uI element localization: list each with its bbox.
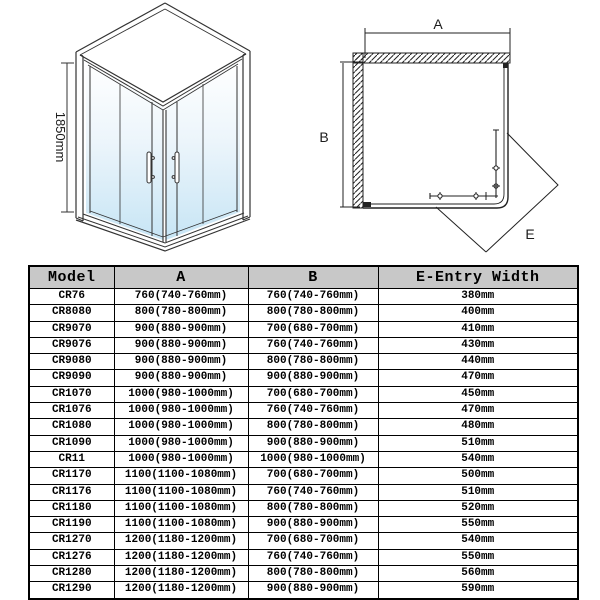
dim-a-cell: 760(740-760mm)	[114, 289, 248, 305]
dim-a-cell: 1100(1100-1080mm)	[114, 500, 248, 516]
roller-icons	[438, 166, 500, 200]
model-cell: CR1170	[29, 468, 114, 484]
entry-width-cell: 510mm	[378, 484, 578, 500]
table-row	[29, 435, 578, 451]
entry-width-cell: 550mm	[378, 549, 578, 565]
dim-e-label: E	[525, 226, 535, 242]
model-cell: CR1076	[29, 403, 114, 419]
dim-b-cell: 800(780-800mm)	[248, 354, 378, 370]
dim-b-cell: 900(880-900mm)	[248, 517, 378, 533]
dim-b-cell: 760(740-760mm)	[248, 289, 378, 305]
entry-width-cell: 550mm	[378, 517, 578, 533]
model-cell: CR1190	[29, 517, 114, 533]
dim-b-cell: 900(880-900mm)	[248, 582, 378, 599]
dim-b-cell: 800(780-800mm)	[248, 419, 378, 435]
wall-hatching	[353, 53, 510, 208]
dim-a-cell: 1000(980-1000mm)	[114, 386, 248, 402]
table-row	[29, 468, 578, 484]
table-row	[29, 533, 578, 549]
dim-a-cell: 1100(1100-1080mm)	[114, 484, 248, 500]
entry-width-cell: 590mm	[378, 582, 578, 599]
dim-b-cell: 700(680-700mm)	[248, 321, 378, 337]
dim-b-cell: 760(740-760mm)	[248, 403, 378, 419]
entry-width-cell: 510mm	[378, 435, 578, 451]
model-cell: CR1080	[29, 419, 114, 435]
front-view-diagram	[0, 0, 300, 260]
table-row	[29, 403, 578, 419]
header-a: A	[114, 266, 248, 289]
model-cell: CR9080	[29, 354, 114, 370]
table-row	[29, 566, 578, 582]
dim-a-cell: 1000(980-1000mm)	[114, 403, 248, 419]
dim-b-cell: 700(680-700mm)	[248, 533, 378, 549]
model-cell: CR9090	[29, 370, 114, 386]
model-cell: CR9076	[29, 337, 114, 353]
table-row	[29, 321, 578, 337]
entry-width-cell: 470mm	[378, 403, 578, 419]
model-cell: CR1176	[29, 484, 114, 500]
dim-a-cell: 900(880-900mm)	[114, 337, 248, 353]
table-row	[29, 582, 578, 599]
header-model: Model	[29, 266, 114, 289]
dim-a-cell: 1100(1100-1080mm)	[114, 517, 248, 533]
dim-a-label: A	[433, 16, 443, 32]
entry-width-cell: 500mm	[378, 468, 578, 484]
table-row	[29, 289, 578, 305]
dim-a-cell: 900(880-900mm)	[114, 354, 248, 370]
table-row	[29, 354, 578, 370]
dim-a-cell: 1200(1180-1200mm)	[114, 566, 248, 582]
spec-table-header	[29, 266, 578, 289]
entry-width-cell: 380mm	[378, 289, 578, 305]
header-e-entry-width: E-Entry Width	[378, 266, 578, 289]
table-row	[29, 305, 578, 321]
table-row	[29, 549, 578, 565]
dim-a-cell: 1200(1180-1200mm)	[114, 533, 248, 549]
dim-a-cell: 1200(1180-1200mm)	[114, 549, 248, 565]
header-b: B	[248, 266, 378, 289]
dim-a-cell: 1000(980-1000mm)	[114, 451, 248, 467]
model-cell: CR1270	[29, 533, 114, 549]
entry-width-cell: 430mm	[378, 337, 578, 353]
entry-width-cell: 480mm	[378, 419, 578, 435]
dim-b-cell: 700(680-700mm)	[248, 468, 378, 484]
dim-b-cell: 900(880-900mm)	[248, 370, 378, 386]
model-cell: CR1070	[29, 386, 114, 402]
plan-view-diagram	[300, 0, 600, 260]
model-cell: CR1290	[29, 582, 114, 599]
height-dimension-label: 1850mm	[53, 111, 68, 163]
model-cell: CR76	[29, 289, 114, 305]
model-cell: CR1180	[29, 500, 114, 516]
entry-width-cell: 400mm	[378, 305, 578, 321]
dim-a-cell: 1000(980-1000mm)	[114, 435, 248, 451]
height-dimension	[53, 63, 74, 212]
dim-b-cell: 800(780-800mm)	[248, 566, 378, 582]
dim-b-cell: 760(740-760mm)	[248, 484, 378, 500]
spec-table	[28, 265, 579, 600]
model-cell: CR8080	[29, 305, 114, 321]
door-frame	[363, 63, 508, 208]
dim-a-cell: 800(780-800mm)	[114, 305, 248, 321]
entry-width-cell: 540mm	[378, 533, 578, 549]
table-row	[29, 337, 578, 353]
entry-width-cell: 440mm	[378, 354, 578, 370]
dim-a-cell: 900(880-900mm)	[114, 321, 248, 337]
dim-b-cell: 760(740-760mm)	[248, 337, 378, 353]
entry-width-cell: 450mm	[378, 386, 578, 402]
dim-b-cell: 800(780-800mm)	[248, 305, 378, 321]
dim-b-label: B	[319, 129, 329, 145]
entry-width-cell: 410mm	[378, 321, 578, 337]
dim-a-cell: 1000(980-1000mm)	[114, 419, 248, 435]
model-cell: CR11	[29, 451, 114, 467]
dim-b-cell: 760(740-760mm)	[248, 549, 378, 565]
entry-width-cell: 470mm	[378, 370, 578, 386]
dim-b-cell: 700(680-700mm)	[248, 386, 378, 402]
model-cell: CR1280	[29, 566, 114, 582]
spec-table-body	[29, 289, 578, 599]
table-row	[29, 386, 578, 402]
table-row	[29, 370, 578, 386]
table-row	[29, 517, 578, 533]
entry-width-cell: 540mm	[378, 451, 578, 467]
table-row	[29, 451, 578, 467]
dim-e	[436, 133, 558, 252]
dim-b-cell: 900(880-900mm)	[248, 435, 378, 451]
dim-a-cell: 1200(1180-1200mm)	[114, 582, 248, 599]
model-cell: CR1276	[29, 549, 114, 565]
table-row	[29, 500, 578, 516]
model-cell: CR1090	[29, 435, 114, 451]
dim-a-cell: 1100(1100-1080mm)	[114, 468, 248, 484]
entry-width-cell: 560mm	[378, 566, 578, 582]
table-row	[29, 419, 578, 435]
model-cell: CR9070	[29, 321, 114, 337]
table-row	[29, 484, 578, 500]
dim-b-cell: 800(780-800mm)	[248, 500, 378, 516]
entry-width-cell: 520mm	[378, 500, 578, 516]
dim-b-cell: 1000(980-1000mm)	[248, 451, 378, 467]
dim-a-cell: 900(880-900mm)	[114, 370, 248, 386]
